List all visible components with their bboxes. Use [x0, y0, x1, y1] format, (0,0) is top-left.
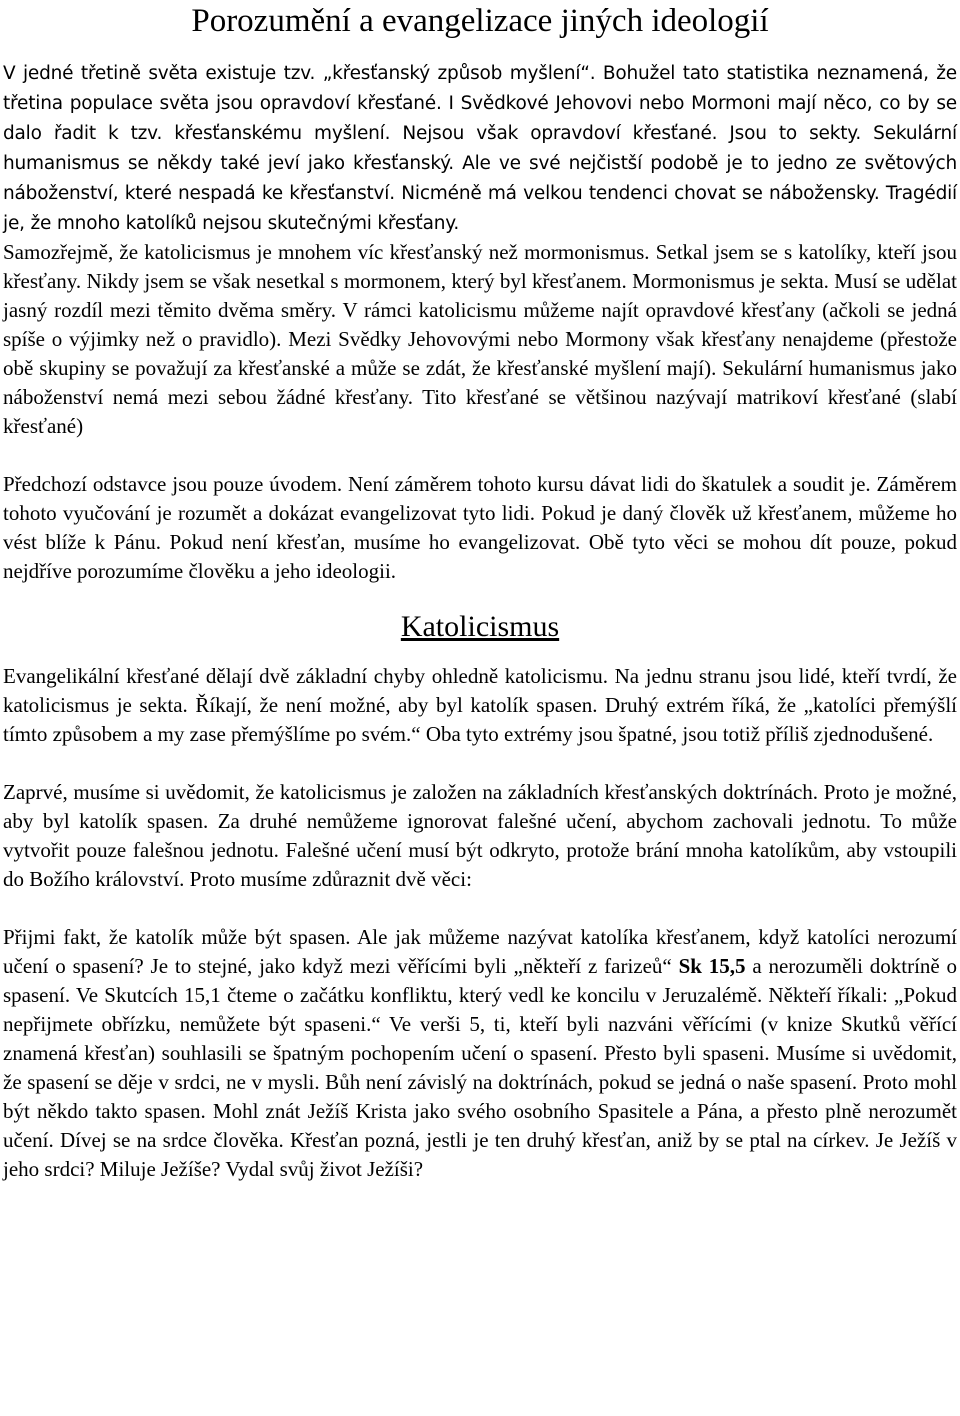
paragraph-gap	[3, 441, 957, 470]
katolicismus-paragraph-3-end: a nerozuměli doktríně o spasení. Ve Skutcích 15,1 čteme o začátku konfliktu, který vedl ke koncilu v Jeruzalémě. Někteří říkali: „Pokud nepřijmete obřízku, nemůžete být spaseni.“ Ve verši 5, ti, kteří byli nazváni věřícími (v knize Skutků věřící znamená křesťan) souhlasili se špatným pochopením učení o spasení. Přesto byli spaseni. Musíme si uvědomit, že spasení se děje v srdci, ne v mysli. Bůh není závislý na doktrínách, pokud se jedná o naše spasení. Proto mohl být někdo takto spasen. Mohl znát Ježíš Krista jako svého osobního Spasitele a Pána, a přesto plně nerozumět učení. Dívej se na srdce člověka. Křesťan pozná, jestli je ten druhý křesťan, aniž by se ptal na církev. Je Ježíš v jeho srdci? Miluje Ježíše? Vydal svůj život Ježíši?	[3, 954, 958, 1181]
bible-reference: Sk 15,5	[678, 954, 746, 978]
intro-paragraph-2: Předchozí odstavce jsou pouze úvodem. Není záměrem tohoto kursu dávat lidi do škatulek a soudit je. Záměrem tohoto vyučování je rozumět a dokázat evangelizovat tyto lidi. Pokud je daný člověk už křesťanem, můžeme ho vést blíže k Pánu. Pokud není křesťan, musíme ho evangelizovat. Obě tyto věci se mohou dít pouze, pokud nejdříve porozumíme člověku a jeho ideologii.	[3, 472, 957, 583]
katolicismus-paragraph-3	[3, 923, 957, 1184]
page-title: Porozumění a evangelizace jiných ideologií	[191, 3, 769, 39]
section-title-katolicismus: Katolicismus	[400, 610, 560, 643]
paragraph-gap	[3, 749, 957, 778]
katolicismus-paragraph-1: Evangelikální křesťané dělají dvě základní chyby ohledně katolicismu. Na jednu stranu jsou lidé, kteří tvrdí, že katolicismus je sekta. Říkají, že není možné, aby byl katolík spasen. Druhý extrém říká, že „katolíci přemýšlí tímto způsobem a my zase přemýšlíme po svém.“ Oba tyto extrémy jsou špatné, jsou totiž příliš zjednodušené.	[3, 664, 957, 746]
intro-paragraph-1a	[3, 58, 957, 238]
katolicismus-paragraph-2: Zaprvé, musíme si uvědomit, že katolicismus je založen na základních křesťanských doktrínách. Proto je možné, aby byl katolík spasen. Za druhé nemůžeme ignorovat falešné učení, abychom zachovali jednotu. To může vytvořit pouze falešnou jednotu. Falešné učení musí být odkryto, protože brání mnoha katolíkům, aby vstoupili do Božího království. Proto musíme zdůraznit dvě věci:	[3, 780, 957, 891]
intro-paragraph-1a-text: V jedné třetině světa existuje tzv. „křesťanský způsob myšlení“. Bohužel tato statistika neznamená, že třetina populace světa jsou opravdoví křesťané. I Svědkové Jehovovi nebo Mormoni mají něco, co by se dalo řadit k tzv. křesťanskému myšlení. Nejsou však opravdoví křesťané. Jsou to sekty. Sekulární humanismus se někdy také jeví jako křesťanský. Ale ve své nejčistší podobě je to jedno ze světových náboženství, které nespadá ke křesťanství. Nicméně má velkou tendenci chovat se nábožensky. Tragédií je, že mnoho katolíků nejsou skutečnými křesťany.	[3, 63, 957, 234]
section-gap	[3, 586, 957, 607]
intro-paragraph-1b: Samozřejmě, že katolicismus je mnohem víc křesťanský než mormonismus. Setkal jsem se s katolíky, kteří jsou křesťany. Nikdy jsem se však nesetkal s mormonem, který byl křesťanem. Mormonismus je sekta. Musí se udělat jasný rozdíl mezi těmito dvěma směry. V rámci katolicismu můžeme najít opravdové křesťany (ačkoli se jedná spíše o výjimky než o pravidlo). Mezi Svědky Jehovovými nebo Mormony však křesťany nenajdeme (přestože obě skupiny se považují za křesťanské a může se zdát, že křesťanské myšlení mají). Sekulární humanismus jako náboženství nemá mezi sebou žádné křesťany. Tito křesťané se většinou nazývají matrikoví křesťané (slabí křesťané)	[3, 240, 957, 438]
section-gap	[3, 647, 957, 662]
katolicismus-paragraph-3-start: Přijmi fakt, že katolík může být spasen. Ale jak můžeme nazývat katolíka křesťanem, když katolíci nerozumí učení o spasení? Je to stejné, jako když mezi věřícími byli „někteří z farizeů“	[3, 925, 957, 978]
paragraph-gap	[3, 894, 957, 923]
